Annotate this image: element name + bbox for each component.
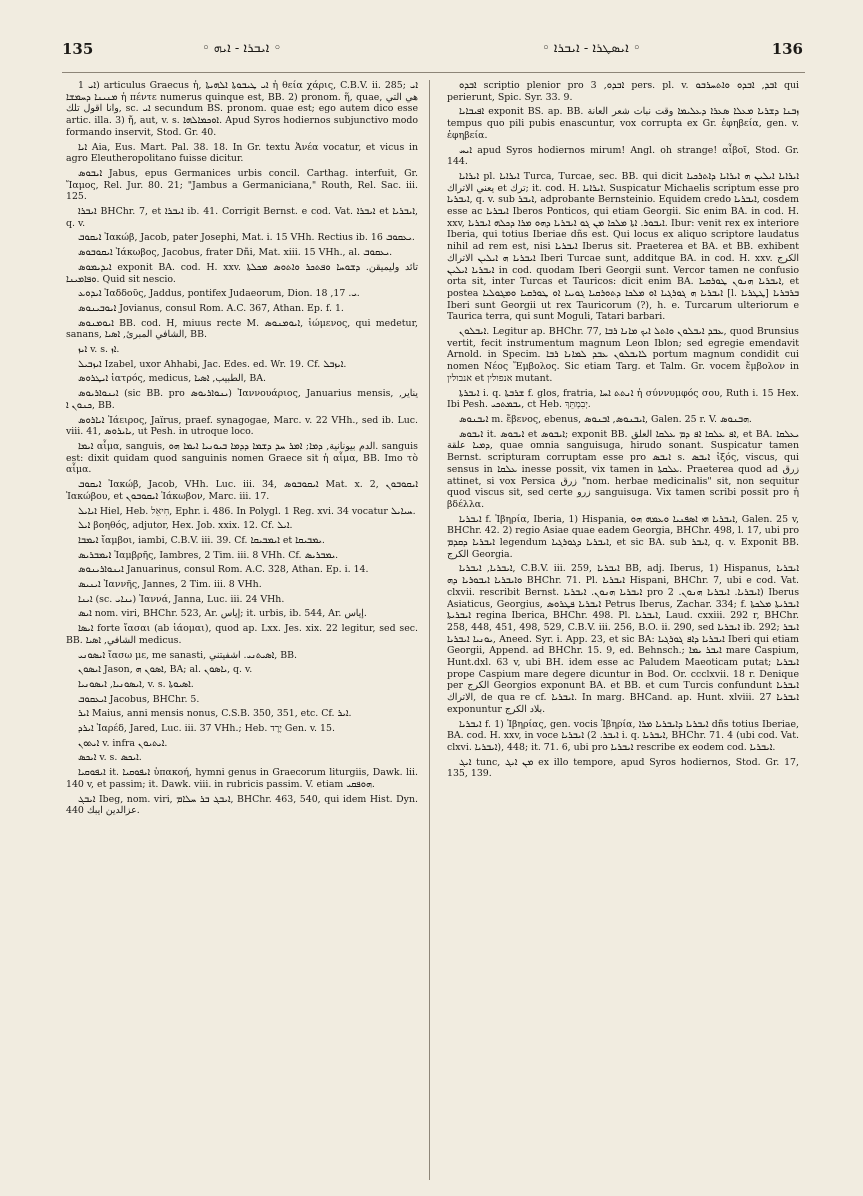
- dictionary-entry: ܐܦܝܒܐܝܐ exponit BS. ap. BB. ܙܒܢܐ ܕܫܪܝܐ ܡܥܠܐ ܣܥܪܐ ܕܥܠܝܡܐ وقت نبات شعر العانة tempus quo pili pubis enascuntur, vox corrupta ex Gr. ἐφηβεία, gen. v. ἐφηβεία.: [447, 106, 799, 141]
- dictionary-entry: ܐܝܙ v. s. ܐܙ.: [78, 344, 120, 356]
- dictionary-entry: ܐܝܒܪܬܐ i. q. ܫܪܒܬܐ f. glos, fratria, ܐܢܬܬ ܐܚܐ ἡ σύννυμφός σου, Ruth i. 15 Hex. Ibi Pesh. ܝܒܡܬܟܝ, ct Heb. יְבִמְתֵּךְ.: [447, 387, 799, 411]
- dictionary-entry: ܐܝܒܢܘܣ m. ἔβενος, ebenus, ܐܝܒܢܘܣ, ܐܒܢܘܣ, Galen. 25 r. V. ܗܒܢܘܣ.: [459, 413, 752, 425]
- dictionary-entry: ܐܝܒܘܣ Jabus, epus Germanices urbis concil. Carthag. interfuit, Gr. Ἴαμος, Rel. Jur. 80. 21; "Jambus a Germaniciana," Routh, Rel. Sac. iii. 125.: [66, 167, 418, 203]
- dictionary-entry: ܐܝܡܐ αἷμα, sanguis, الدم بيونانية, ܕܡܐ; ܐܡܪ ܚܕ ܕܫܡܐ ܕܕܡܐ ܒܝܘܢܝܐ ܐܝܡܐ ܗܘ. sanguis est: dixit quidam quod sanguinis nomen Graece sit ἡ αἷμα, BB. Imo τὸ αἷμα.: [66, 440, 418, 476]
- dictionary-entry: ܐܝܪܐܝܐ pl. ܐܝܪܐܝܐ Turca, Turcae, sec. BB. qui dicit ܐܝܪܐܝܐ ܐܝܠܝܢ ܗ ܐܝܪܐܝܐ ܕܐܬܪܟܝܐ يعني الاتراك et ترك; it. cod. H. ܐܝܪܐܝܐ. Suspicatur Michaelis scriptum esse pro ܐܝܒܪܝܐ, q. v. sub ܐܝܒܪ, adprobante Bernsteinio. Equidem credo ܐܝܒܪܝܐ, cosdem esse ac ܐܝܒܪܝܐ Iberos Ponticos, qui etiam Georgii. Sic enim BA. in cod. H. xxv, ܐܝܒܘܪ. ܐܬܐ ܡܠܟܐ ܡܢ ܓܘ ܐܝܒܪܝܐ ܕܗܘ ܡܪܐ ܕܟܠܗ ܐܝܒܪܝܐ. Ibur: venit rex ex interiore Iberia, qui totius Iberiae dñs est. Qui locus ex aliquo scriptore laudatus nihil ad rem est, nisi ܐܝܒܪܝܐ Iberus sit. Praeterea et BA. et BB. exhibent ܐܝܒܪܝܐ ܗ ܐܝܠܝܢ الاتراك Iberi Turcae sunt, additque BA. in cod. H. xxv. الكرج ܐܝܒܪܝܐ ܐܝܠܝܢ in cod. quodam Iberi Georgii sunt. Vercor tamen ne confusio orta sit, inter Turcas et Tauricos: dicit enim BA. ܐܝܒܪܝܐ ܗܢܘܢ ܛܘܪܩܝܐ, et postea ܐܝܒܪܝܐ ܗ ܓܘܪܓܝܐ ܐܘ ܡܠܟܐ ܕܬܘܪܩܝܐ ܓܘܝܝܐ ܐܘ ܛܘܪܩܝܐ ܘܡܓܘܠܝܐ [l. ܛܛܪܝܐ] ܒܪܒܪܝܐ Iberi sunt Georgii ut rex Tauricorum (?), h. e. Turcarum ulteriorum e Taurica terra, qui sunt Moguli, Tatari barbari.: [447, 170, 799, 323]
- dictionary-entry: ܐܝܢܐ (sc. ܝܢܐܝ) Ἰαννά, Janna, Luc. iii. 24 VHh.: [78, 593, 285, 605]
- dictionary-entry: ܐܝܘܒܝܢܘܣ Jovianus, consul Rom. A.C. 367, Athan. Ep. f. 1.: [78, 302, 344, 314]
- dictionary-entry: ܐܝ 1) articulus Graecus ἡ, ܐܝ ܛܝܒܘܬܐ ܐܠܗܝܬܐ ἡ θεία χάρις, C.B.V. ii. 285; ܐܝ ܡܢܝܢܐ ܕܚܡܫܐ ἡ πέντε numerus quinque est, BB. 2) pronom. ἥ, quae, هي التي وانا اقول تلك, sc. ܐܝ secundum BS. pronom. quae est; ego autem dico esse artic. illa. 3) ἤ, aut, v. s. ܐܘܟܡܐܠܗܐ. Apud Syros hodiernos subjunctivo modo formando inservit, Stod. Gr. 40.: [66, 80, 418, 138]
- dictionary-entry: ܐܝܣܘܢܝܐ, ܐܝܣܘܢܝܐ, v. s. ܐܣܝܘܬܐ.: [78, 678, 194, 690]
- dictionary-entry: ܐܝܕܘܥ Ἰαδδοῦς, Jaddus, pontifex Judaeorum, Dion. ܝ. 17, 18.: [78, 288, 360, 300]
- dictionary-entry: ܐܝܪ Maius, anni mensis nonus, C.S.B. 350, 351, etc. Cf. ܐܝܪ.: [78, 708, 352, 720]
- dictionary-entry: ܐܝܣܐ forte ἴασαι (ab ἰάομαι), quod ap. Lxx. Jes. xix. 22 legitur, sed sec. BB. الشافي, ܐܣܝܐ medicus.: [66, 623, 418, 646]
- dictionary-entry: ܐܝܙܒܝܠ Izabel, uxor Ahhabi, Jac. Edes. ed. Wr. 19. Cf. ܐܝܙܒܠ.: [78, 358, 347, 370]
- dictionary-entry: ܐܝܐܝܠ Hiel, Heb. חִיאֵל, Ephr. i. 486. In Polygl. 1 Reg. xvi. 34 vocatur ܚܝܐܝܠ.: [78, 505, 416, 517]
- dictionary-entry: ܐܝܒܪܝܐ, ܐܝܒܪܝܐ, C.B.V. iii. 259, ܐܝܒܪܝܐ BB, adj. Iberus, 1) Hispanus, ܐܝܒܪܝܐ ܘܐܝܒܪܝܐ ܐܝܒܘܪܝܐ ܕܗ BHChr. 71. Pl. ܐܝܒܪܝܐ Hispani, BHChr. 7, ubi e cod. Vat. clxvii. rescribit Bernst. ܐܝܒܪܝܐ ܗܢܘܢ. ܐܝܒܪܝܐ pro ܐܝܒܪܝܐ. ܐܝܒܪܝܐ ܗܢܘܢ. 2) Iberus Asiaticus, Georgius, ܐܝܒܪܝܐ ܦܛܪܘܣ Petrus Iberus, Zachar. 334; f. ܐܝܒܪܝܬܐ ܡܠܟܬܐ ܐܝܒܪܝܬܐ regina Iberica, BHChr. 498. Pl. ܐܝܒܪܝܐ, Laud. cxxiii. 292 r, BHChr. 258, 448, 451, 498, 529, C.B.V. iii. 256, B.O. ii. 290, sed ܐܝܒܪܝܐ ib. 292; ܐܝܒܪ ܝܘܢܝܐ ܐܝܒܪܝܐ, Aneed. Syr. i. App. 23, et sic BA: ܐܝܒܪܝܐ ܕܐܦ ܓܘܪܓܝܐ Iberi qui etiam Georgii, Append. ad BHChr. 15. 9, ed. Behnsch.; ܐܝܒܪ ܝܡܐ mare Caspium, Hunt.dxl. 63 v, ubi BH. idem esse ac Paludem Maeoticam putat; ܐܝܒܪܝܐ prope Caspium mare degere dicuntur in Bod. Or. ccclxvii. 18 r. Denique per الكرج Georgios exponunt BA. et BB. et cum Turcis confundunt ܐܝܒܪܝܐ الاتراك, de qua re cf. ܐܝܒܪܝܐ. In marg. BHCand. ap. Hunt. xlviii. 27 ܐܝܒܪܝܐ exponuntur بلاد الكرج.: [447, 563, 799, 715]
- running-header: [62, 36, 803, 66]
- dictionary-entry: ܐܝܥܩܘܒ Jacobus, BHChr. 5.: [78, 693, 200, 705]
- dictionary-entry: ܐܝܚ apud Syros hodiernos mirum! Angl. oh strange! αἶβοῖ, Stod. Gr. 144.: [447, 144, 799, 168]
- dictionary-entry: ܐܝܒܪܐ BHChr. 7, et ܐܝܒܪܐ ib. 41. Corrigit Bernst. e cod. Vat. ܐܝܒܪܐ et ܐܝܒܪܝܐ, q. v.: [66, 206, 418, 229]
- dictionary-entry: ܐܝܡܒܐ ἴαμβοι, iambi, C.B.V. iii. 39. Cf. ܐܝܡܒܝܩܐ et ܝܡܒܝܩܐ.: [78, 534, 325, 546]
- dictionary-entry: ܐܝܒܪܝܐ f. Ἰβηρία, Iberia, 1) Hispania, ܐܝܒܪܝܐ ܗܝ ܐܣܦܢܝܐ ܘܥܡܗ ܗܘ, Galen. 25 v, BHChr. 42. 2) regio Asiae quae eadem Georgia, BHChr. 498, l. 17, ubi pro ܐܝܒܪܝܐ ܕܩܕܡ legendum ܐܝܒܪܝܐ ܕܓܘܪܓܝܐ, et sic BA. sub ܐܝܒܪ, q. v. Exponit BB. الكرج Georgia.: [447, 513, 799, 560]
- dictionary-entry: ܐܝܐ Aia, Eus. Mart. Pal. 38. 18. In Gr. textu Ἀνέα vocatur, et vicus in agro Eleutheropolitano fuisse dicitur.: [66, 141, 418, 165]
- right-page-number: 136: [771, 40, 803, 58]
- right-column: [447, 80, 799, 1180]
- dictionary-entry: ܐܝܣ nom. viri, BHChr. 523, Ar. إياس; it. urbis, ib. 544, Ar. إياس.: [78, 608, 367, 620]
- dictionary-entry: ܐܝܠ βοηθός, adjutor, Hex. Job. xxix. 12. Cf. ܐܝܠ.: [78, 520, 293, 532]
- dictionary-entry: ܐܝܢܘܐܪܝܢܘܣ Januarinus, consul Rom. A.C. 328, Athan. Ep. i. 14.: [78, 564, 369, 576]
- dictionary-entry: ܐܝܦܘܩܝܐ it. ܐܝܦܘܩܝܐ ὑπακοή, hymni genus in Graecorum liturgiis, Dawk. lii. 140 v, et passim; it. Dawk. viii. in rubricis passim. V. etiam ܗܘܦܩܝ.: [66, 767, 418, 790]
- column-divider: [429, 80, 430, 1180]
- dictionary-entry: ܐܝܛܪܘܣ ἰατρός, medicus, الطبيب, ܐܣܝܐ, BA.: [78, 373, 267, 385]
- left-page-number: 135: [62, 40, 94, 58]
- dictionary-entry: ܐܝܐܪܘܣ Ἰάειρος, Jaïrus, praef. synagogae, Marc. v. 22 VHh., sed ib. Luc. viii. 41, ܝܐܝܪܘܣ, ut Pesh. in utroque loco.: [66, 414, 418, 438]
- dictionary-entry: ܐܝܓ tunc, ܡܢ ܐܝܓ ex illo tempore, apud Syros hodiernos, Stod. Gr. 17, 135, 139.: [447, 756, 799, 780]
- dictionary-entry: ܐܝܘܡܢܘܣ BB. cod. H, miuus recte M. ܐܝܘܡܢܘܣ, ἰώμενος, qui medetur, sanans, الشافي المبرئ, ܐܣܝܐ, BB.: [66, 317, 418, 341]
- dictionary-entry: ܐܝܒܘܣ it. ܐܝܒܘܣ et ܐܝܒܘܣ; exponit BB. ܐܦ ܥܠܩܐ ܐܦ ܕܡ ܥܠܩܐ العلق, et BA. ܝܥܠܩܐ ܕܡܝܐ علقة, quae omnia sanguisuga, hirudo sonant. Suspicatur tamen Bernst. scripturam corruptam esse pro ܐܝܒܣ s. ܐܝܒܣ ἰξός, viscus, qui sensus in ܥܠܩܐ inesse possit, vix tamen in ܥܠܩܬܐ. Praeterea quod ad زرق attinet, si vox Persica زرق "nom. herbae medicinalis" sit, non sequitur quod viscus sit, sed certe زرو sanguisuga. Vix tamen scribi possit pro ἡ βδέλλα.: [447, 428, 799, 510]
- dictionary-entry: ܐܝܒܪܝܐ f. 1) Ἰβηρίας, gen. vocis Ἰβηρία, ܐܝܒܪܝܐ ܕܐܝܒܪܝܐ ܡܪܐ dñs totius Iberiae, BA. cod. H. xxv, in voce ܐܝܒܪ. 2) ܐܝܒܪܝܐ i. q. ܐܝܒܪܝܐ, BHChr. 71. 4 (ubi cod. Vat. clxvi. ܐܝܒܪܝܐ), 448; it. 71. 6, ubi pro ܐܝܒܪܝܐ rescribe ex eodem cod. ܐܝܒܪܝܐ.: [447, 718, 799, 753]
- dictionary-entry: ܐܝܒܠܘܢ. Legitur ap. BHChr. 77, ܥܒܕ ܐܝܒܠܘܢ ܘܐܬܠ ܐܝܟ ܡܐܢܐ ܪܒܐ, quod Brunsius vertit, fecit instrumentum magnum Leon Iblon; sed egregie emendavit Arnold. in Specim. ܠܐܝܒܠܘܢ ܥܒܕ ܠܡܐܢܐ ܪܒܐ portum magnum condidit cui nomen Νέος Ἔμβολος. Sic etiam Targ. et Talm. Gr. vocem ἔμβολον in אנבולין et אנפולין mutant.: [447, 326, 799, 384]
- header-rule: [62, 72, 805, 73]
- dictionary-entry: ܐܝܢܝܣ Ἰαννῆς, Jannes, 2 Tim. iii. 8 VHh.: [78, 579, 262, 591]
- dictionary-entry: ܐܝܬܘܢ v. infra ܐܝܬܝܘܢ.: [78, 737, 168, 749]
- dictionary-entry: ܐܝܣܘܢ Jason, ܐܣܘܢ ܗ, BA; al. ܝܐܣܘܢ, q. v.: [78, 664, 253, 676]
- dictionary-entry: ܐܝܢܘܐܪܝܘܣ (sic BB. pro ܝܢܘܐܪܝܘܣ) Ἰαννουάριος, Januarius mensis, يناير, ܟܢܘܢ ܐ, BB.: [66, 388, 418, 411]
- dictionary-entry: ܐܝܩܘܒܘܣ Ἰάκωβος, Jacobus, frater Dñi, Mat. xiii. 15 VHh., al. ܝܥܩܘܒ.: [78, 247, 393, 259]
- dictionary-entry: ܐܝܡܒܪܝܣ Ἰαμβρῆς, Iambres, 2 Tim. iii. 8 VHh. Cf. ܝܡܒܪܝܣ.: [78, 549, 339, 561]
- right-running-title: ◦ ܐܝܣܛܪܐ - ܐܝܒܪܐ ◦: [542, 41, 641, 56]
- dictionary-entry: ܐܝܒܓ Ibeg, nom. viri, ܐܝܒܓ ܒܪ ܚܠܐܡ, BHChr. 463, 540, qui idem Hist. Dyn. 440 عزالدين ايبك.: [66, 793, 418, 817]
- dictionary-entry: ܐܝܕܝܡܘܣ exponit BA. cod. H. xxv. تائد وليميقن. ܕܫܘܚܐ ܘܦܬܟܪ ܘܐܬܘܣ ܡܟܠܬܐ ܘܦܐܡܝܢܐ. Quid sit nescio.: [66, 261, 418, 285]
- left-column: [66, 80, 418, 1180]
- dictionary-entry: ܐܒܕܘ scriptio plenior pro ܐܒܕܘ, 3 pers. pl. v. ܐܒܕ, ܐܒܕܘ ܘܐܬܚܪܒܘ qui perierunt, Spic. Syr. 33. 9.: [447, 80, 799, 103]
- dictionary-entry: ܐܝܩܘܒ Ἰακώβ, Jacob, VHh. Luc. iii. 34, ܐܝܩܘܒܘܣ Mat. x. 2, ܐܝܩܘܒܘܢ Ἰακώβου, et ܐܝܩܘܒܘܢ Ἰάκωβον, Marc. iii. 17.: [66, 479, 418, 502]
- dictionary-entry: ܐܝܪܕ Ἰαρέδ, Jared, Luc. iii. 37 VHh.; Heb. יֶרֶד Gen. v. 15.: [78, 723, 335, 735]
- dictionary-entry: ܐܝܣܘܢܝ ἴασω με, me sanasti, ܐܣܝܬܢܝ. اشفيتني, BB.: [78, 649, 298, 661]
- dictionary-entry: ܐܝܩܘܒ Ἰακώβ, Jacob, pater Josephi, Mat. i. 15 VHh. Rectius ib. 16 ܝܥܩܘܒ.: [78, 232, 415, 244]
- dictionary-entry: ܐܝܟܣ v. s. ܐܝܟܣ.: [78, 752, 142, 764]
- left-running-title: ◦ ܐܝܒܪܐ - ܐܝܗ ◦: [202, 41, 282, 56]
